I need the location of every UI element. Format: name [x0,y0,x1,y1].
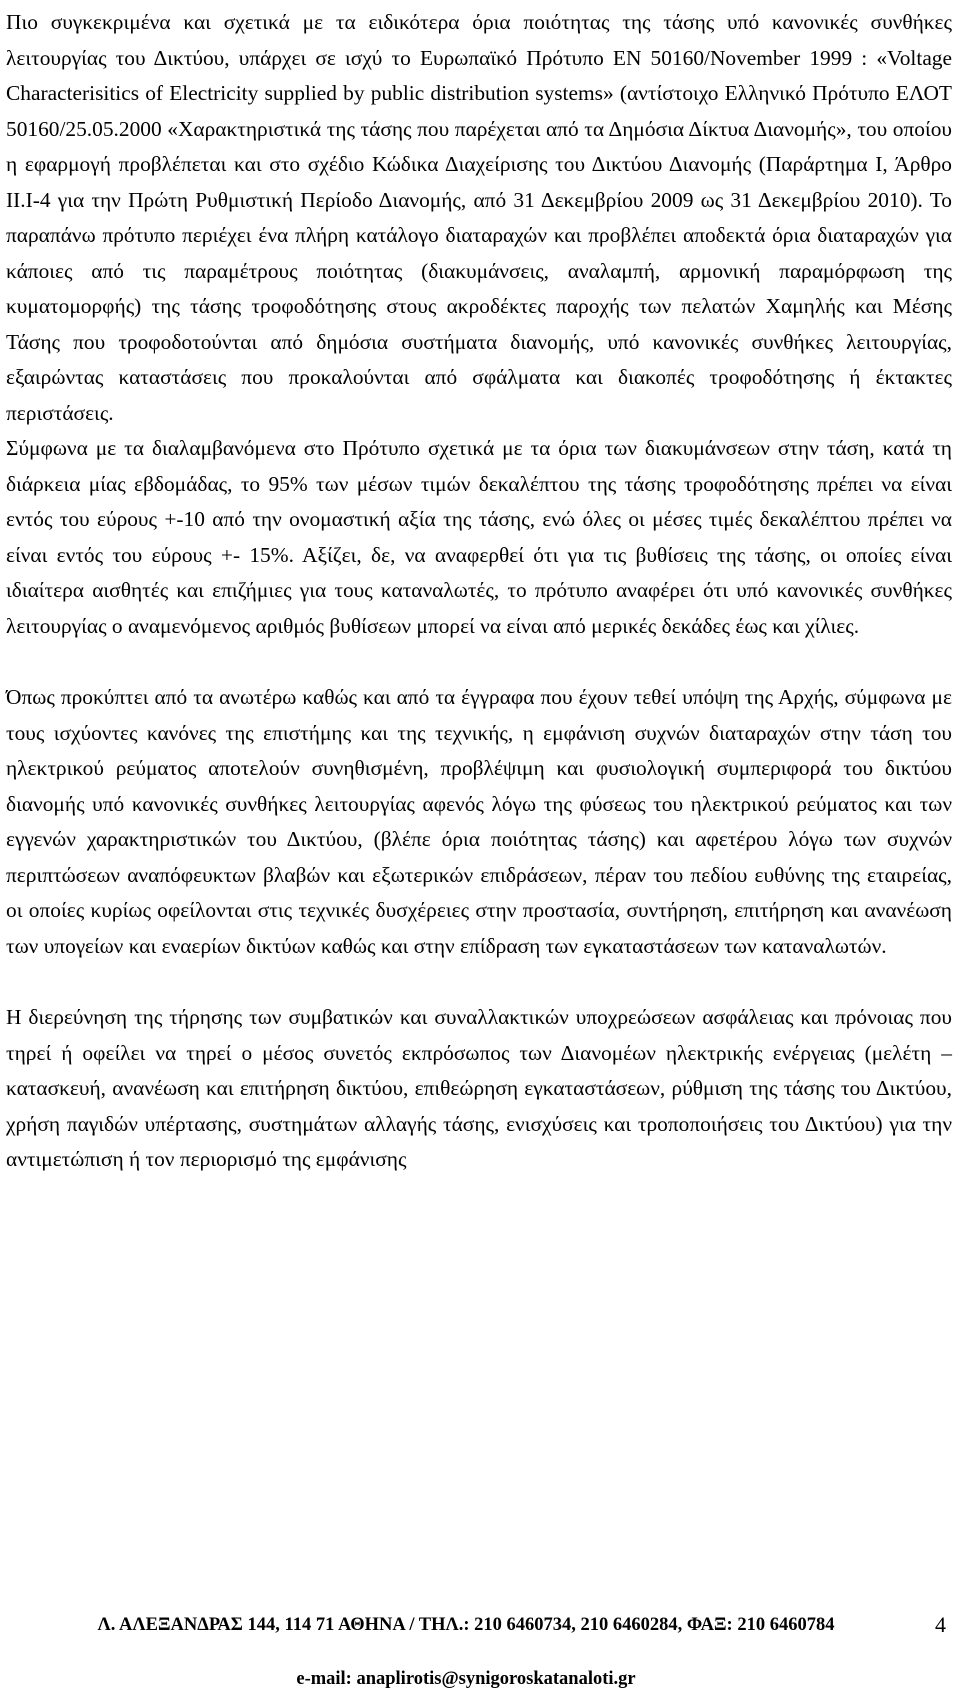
paragraph-voltage-limits: Σύμφωνα με τα διαλαμβανόμενα στο Πρότυπο σχετικά με τα όρια των διακυμάνσεων στην τάση, κατά τη διάρκεια μίας εβδομάδας, το 95% των μέσων τιμών δεκαλέπτου της τάσης τροφοδότησης πρέπει να είναι εντός του εύρους +-10 από την ονομαστική αξία της τάσης, ενώ όλες οι μέσες τιμές δεκαλέπτου πρέπει να είναι εντός του εύρους +- 15%. Αξίζει, δε, να αναφερθεί ότι για τις βυθίσεις της τάσης, οι οποίες είναι ιδιαίτερα αισθητές και επιζήμιες για τους καταναλωτές, το πρότυπο αναφέρει ότι υπό κανονικές συνθήκες λειτουργίας ο αναμενόμενος αριθμός βυθίσεων μπορεί να είναι από μερικές δεκάδες έως και χίλιες. [6,436,952,638]
paragraph-obligations: Η διερεύνηση της τήρησης των συμβατικών και συναλλακτικών υποχρεώσεων ασφάλειας και πρόνοιας που τηρεί ή οφείλει να τηρεί ο μέσος συνετός εκπρόσωπος των Διανομέων ηλεκτρικής ενέργειας (μελέτη – κατασκευή, ανανέωση και επιτήρηση δικτύου, επιθεώρηση εγκαταστάσεων, ρύθμιση της τάσης του Δικτύου, χρήση παγιδών υπέρτασης, συστημάτων αλλαγής τάσης, ενισχύσεις και τροποποιήσεις του Δικτύου) για την αντιμετώπιση ή τον περιορισμό της εμφάνισης [6,1005,952,1171]
footer-email: e-mail: anaplirotis@synigoroskatanaloti.gr [296,1669,636,1689]
footer-address: Λ. ΑΛΕΞΑΝΔΡΑΣ 144, 114 71 ΑΘΗΝΑ / ΤΗΛ.: 210 6460734, 210 6460284, ΦΑΞ: 210 6460784 [97,1615,835,1635]
paragraph-spacer [6,964,952,1000]
document-body [6,5,952,1178]
page-footer [0,1612,960,1689]
paragraph-disturbances: Όπως προκύπτει από τα ανωτέρω καθώς και από τα έγγραφα που έχουν τεθεί υπόψη της Αρχής, σύμφωνα με τους ισχύοντες κανόνες της επιστήμης και της τεχνικής, η εμφάνιση συχνών διαταραχών στην τάση του ηλεκτρικού ρεύματος αποτελούν συνηθισμένη, προβλέψιμη και φυσιολογική συμπεριφορά του δικτύου διανομής υπό κανονικές συνθήκες λειτουργίας αφενός λόγω της φύσεως του ηλεκτρικού ρεύματος και των εγγενών χαρακτηριστικών του Δικτύου, (βλέπε όρια ποιότητας τάσης) και αφετέρου λόγω των συχνών περιπτώσεων αναπόφευκτων βλαβών και εξωτερικών επιδράσεων, πέραν του πεδίου ευθύνης της εταιρείας, οι οποίες κυρίως οφείλονται στις τεχνικές δυσχέρειες στην προστασία, συντήρηση, επιτήρηση και ανανέωση των υπογείων και εναερίων δικτύων καθώς και στην επίδραση των εγκαταστάσεων των καταναλωτών. [6,685,952,958]
paragraph-standard-en50160: Πιο συγκεκριμένα και σχετικά με τα ειδικότερα όρια ποιότητας της τάσης υπό κανονικές συνθήκες λειτουργίας του Δικτύου, υπάρχει σε ισχύ το Ευρωπαϊκό Πρότυπο ΕΝ 50160/November 1999 : «Voltage Characterisitics of Electricity supplied by public distribution systems» (αντίστοιχο Ελληνικό Πρότυπο ΕΛΟΤ 50160/25.05.2000 «Χαρακτηριστικά της τάσης που παρέχεται από τα Δημόσια Δίκτυα Διανομής», του οποίου η εφαρμογή προβλέπεται και στο σχέδιο Κώδικα Διαχείρισης του Δικτύου Διανομής (Παράρτημα Ι, Άρθρο ΙΙ.Ι-4 για την Πρώτη Ρυθμιστική Περίοδο Διανομής, από 31 Δεκεμβρίου 2009 ως 31 Δεκεμβρίου 2010). Το παραπάνω πρότυπο περιέχει ένα πλήρη κατάλογο διαταραχών και προβλέπει αποδεκτά όρια διαταραχών για κάποιες από τις παραμέτρους ποιότητας (διακυμάνσεις, αναλαμπή, αρμονική παραμόρφωση της κυματομορφής) της τάσης τροφοδότησης στους ακροδέκτες παροχής των πελατών Χαμηλής και Μέσης Τάσης που τροφοδοτούνται από δημόσια συστήματα διανομής, υπό κανονικές συνθήκες λειτουργίας, εξαιρώντας καταστάσεις που προκαλούνται από σφάλματα και διακοπές τροφοδότησης ή έκτακτες περιστάσεις. [6,10,952,425]
paragraph-spacer [6,644,952,680]
page-number: 4 [935,1612,946,1637]
